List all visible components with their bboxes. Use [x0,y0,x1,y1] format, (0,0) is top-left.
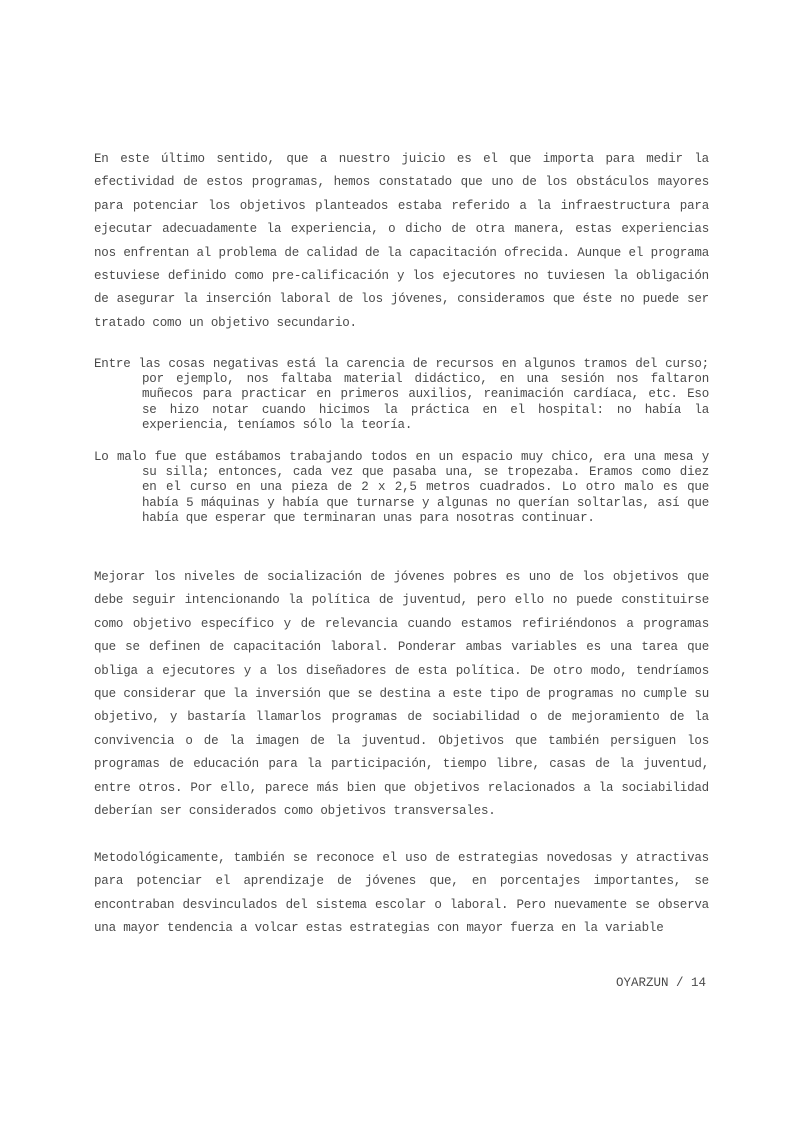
quote-recursos [94,357,709,433]
quote-text: Entre las cosas negativas está la carencia de recursos en algunos tramos del curso; por ejemplo, nos faltaba material didáctico, en una sesión nos faltaron muñecos para practicar en primeros auxilios, reanimación cardíaca, etc. Eso se hizo notar cuando hicimos la práctica en el hospital: no había la experiencia, teníamos sólo la teoría. [94,357,709,432]
quote-espacio [94,450,709,526]
paragraph-text: Mejorar los niveles de socialización de jóvenes pobres es uno de los objetivos que debe seguir intencionando la política de juventud, pero ello no puede constituirse como objetivo específico y de relevancia cuando estamos refiriéndonos a programas que se definen de capacitación laboral. Ponderar ambas variables es una tarea que obliga a ejecutores y a los diseñadores de esta política. De otro modo, tendríamos que considerar que la inversión que se destina a este tipo de programas no cumple su objetivo, y bastaría llamarlos programas de sociabilidad o de mejoramiento de la convivencia o de la imagen de la juventud. Objetivos que también persiguen los programas de educación para la participación, tiempo libre, casas de la juventud, entre otros. Por ello, parece más bien que objetivos relacionados a la sociabilidad deberían ser considerados como objetivos transversales. [94,570,709,819]
paragraph-text: Metodológicamente, también se reconoce el uso de estrategias novedosas y atractivas para potenciar el aprendizaje de jóvenes que, en porcentajes importantes, se encontraban desvinculados del sistema escolar o laboral. Pero nuevamente se observa una mayor tendencia a volcar estas estrategias con mayor fuerza en la variable [94,851,709,936]
page-footer: OYARZUN / 14 [615,976,706,990]
paragraph-metodologia [94,847,709,941]
paragraph-infraestructura [94,148,709,335]
paragraph-text: En este último sentido, que a nuestro juicio es el que importa para medir la efectividad de estos programas, hemos constatado que uno de los obstáculos mayores para potenciar los objetivos planteados estaba referido a la infraestructura para ejecutar adecuadamente la experiencia, o dicho de otra manera, estas experiencias nos enfrentan al problema de calidad de la capacitación ofrecida. Aunque el programa estuviese definido como pre-calificación y los ejecutores no tuviesen la obligación de asegurar la inserción laboral de los jóvenes, consideramos que éste no puede ser tratado como un objetivo secundario. [94,152,709,330]
paragraph-socializacion [94,566,709,823]
quote-text: Lo malo fue que estábamos trabajando todos en un espacio muy chico, era una mesa y su silla; entonces, cada vez que pasaba una, se tropezaba. Eramos como diez en el curso en una pieza de 2 x 2,5 metros cuadrados. Lo otro malo es que había 5 máquinas y había que turnarse y algunas no querían soltarlas, así que había que esperar que terminaran unas para nosotras continuar. [94,450,709,525]
